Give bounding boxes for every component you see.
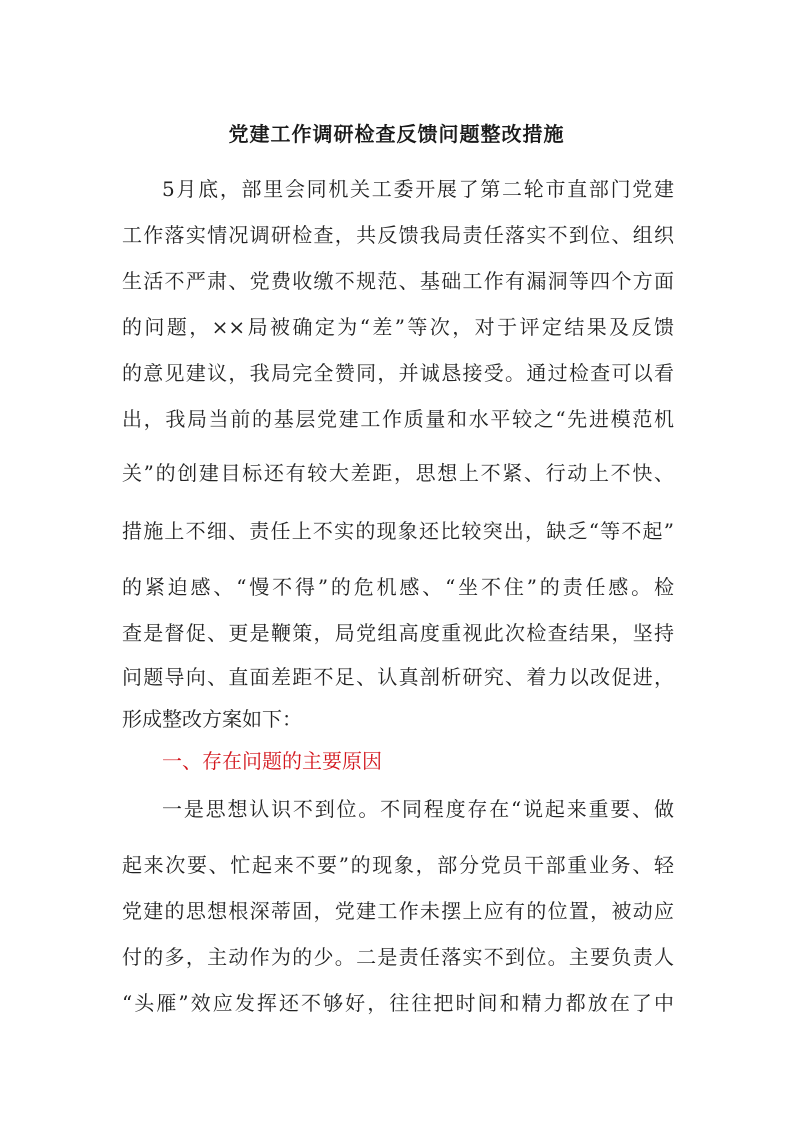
paragraph-line: 付的多，主动作为的少。二是责任落实不到位。主要负责人: [122, 945, 674, 969]
paragraph-line: 关”的创建目标还有较大差距，思想上不紧、行动上不快、: [122, 461, 674, 485]
paragraph-line: 的意见建议，我局完全赞同，并诚恳接受。通过检查可以看: [122, 361, 674, 385]
paragraph-line: 工作落实情况调研检查，共反馈我局责任落实不到位、组织: [122, 223, 674, 247]
paragraph-line: “头雁”效应发挥还不够好，往往把时间和精力都放在了中: [122, 991, 674, 1015]
document-title: 党建工作调研检查反馈问题整改措施: [228, 122, 565, 146]
paragraph-line: 5月底，部里会同机关工委开展了第二轮市直部门党建: [162, 177, 674, 201]
paragraph-line: 一是思想认识不到位。不同程度存在“说起来重要、做: [162, 797, 674, 821]
section-heading: 一、存在问题的主要原因: [162, 749, 382, 773]
paragraph-line: 的紧迫感、“慢不得”的危机感、“坐不住”的责任感。检: [122, 575, 674, 599]
paragraph-line: 生活不严肃、党费收缴不规范、基础工作有漏洞等四个方面: [122, 269, 674, 293]
paragraph-line: 问题导向、直面差距不足、认真剖析研究、着力以改促进，: [122, 665, 674, 689]
paragraph-line: 起来次要、忙起来不要”的现象，部分党员干部重业务、轻: [122, 853, 674, 877]
paragraph-line: 查是督促、更是鞭策，局党组高度重视此次检查结果，坚持: [122, 621, 674, 645]
paragraph-line: 形成整改方案如下：: [122, 707, 302, 731]
paragraph-line: 党建的思想根深蒂固，党建工作未摆上应有的位置，被动应: [122, 899, 674, 923]
paragraph-line: 出，我局当前的基层党建工作质量和水平较之“先进模范机: [122, 407, 674, 431]
paragraph-line: 的问题，××局被确定为“差”等次，对于评定结果及反馈: [122, 315, 674, 339]
paragraph-line: 措施上不细、责任上不实的现象还比较突出，缺乏“等不起”: [122, 519, 674, 543]
